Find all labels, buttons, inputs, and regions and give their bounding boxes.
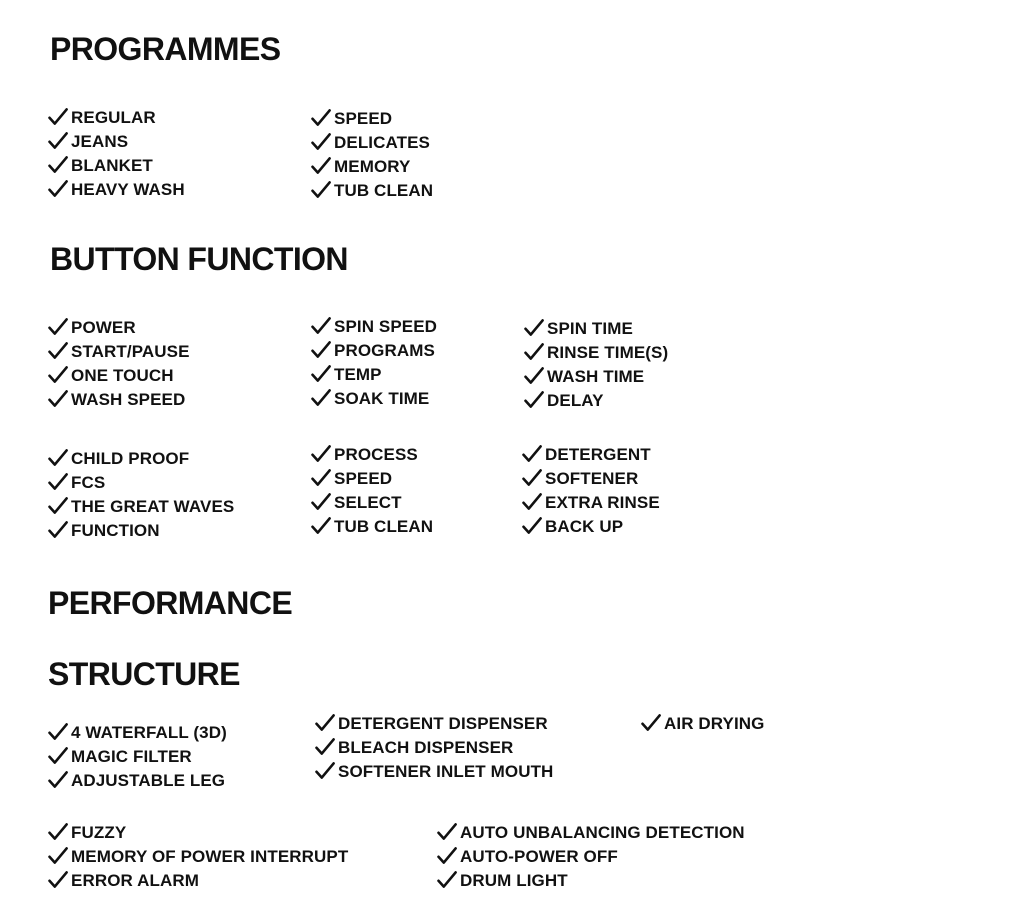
check-icon xyxy=(315,761,335,781)
list-item xyxy=(524,388,668,412)
list-item-label: SPIN TIME xyxy=(547,318,633,338)
list-item xyxy=(311,466,433,490)
check-icon xyxy=(48,389,68,409)
structure-row2-col1 xyxy=(48,820,348,892)
structure-row1-col1 xyxy=(48,720,227,792)
heading-performance: PERFORMANCE xyxy=(48,585,293,621)
structure-row1-col2 xyxy=(315,711,553,783)
check-icon xyxy=(437,822,457,842)
check-icon xyxy=(48,155,68,175)
list-item xyxy=(311,338,437,362)
list-item-label: SOFTENER INLET MOUTH xyxy=(338,761,554,781)
list-item xyxy=(315,711,553,735)
check-icon xyxy=(315,737,335,757)
list-item xyxy=(48,339,190,363)
list-item-label: MEMORY xyxy=(334,156,411,176)
list-item-label: FUZZY xyxy=(71,822,127,842)
list-item-label: DRUM LIGHT xyxy=(460,870,568,890)
check-icon xyxy=(48,179,68,199)
button-function-row1-col3 xyxy=(524,316,668,412)
list-item-label: START/PAUSE xyxy=(71,341,190,361)
check-icon xyxy=(48,496,68,516)
heading-structure: STRUCTURE xyxy=(48,656,240,692)
structure-row2-col2 xyxy=(437,820,745,892)
button-function-row1-col1 xyxy=(48,315,190,411)
list-item-label: CHILD PROOF xyxy=(71,448,190,468)
list-item xyxy=(311,386,437,410)
check-icon xyxy=(48,846,68,866)
list-item xyxy=(524,364,668,388)
list-item-label: DETERGENT DISPENSER xyxy=(338,713,548,733)
check-icon xyxy=(48,448,68,468)
button-function-row2-col2 xyxy=(311,442,433,538)
list-item xyxy=(311,442,433,466)
check-icon xyxy=(48,770,68,790)
list-item-label: MEMORY OF POWER INTERRUPT xyxy=(71,846,349,866)
list-item-label: JEANS xyxy=(71,131,129,151)
check-icon xyxy=(311,132,331,152)
check-icon xyxy=(522,468,542,488)
list-item xyxy=(524,316,668,340)
list-item xyxy=(311,514,433,538)
list-item-label: POWER xyxy=(71,317,136,337)
list-item-label: ERROR ALARM xyxy=(71,870,199,890)
list-item-label: SOFTENER xyxy=(545,468,639,488)
check-icon xyxy=(48,131,68,151)
list-item-label: MAGIC FILTER xyxy=(71,746,192,766)
check-icon xyxy=(311,364,331,384)
programmes-list-col2 xyxy=(311,106,433,202)
check-icon xyxy=(311,340,331,360)
list-item xyxy=(48,153,185,177)
check-icon xyxy=(641,713,661,733)
check-icon xyxy=(311,444,331,464)
list-item-label: REGULAR xyxy=(71,107,156,127)
list-item xyxy=(48,768,227,792)
heading-programmes: PROGRAMMES xyxy=(50,31,281,67)
list-item xyxy=(315,759,553,783)
list-item xyxy=(311,154,433,178)
check-icon xyxy=(522,444,542,464)
check-icon xyxy=(311,492,331,512)
list-item xyxy=(48,494,234,518)
list-item xyxy=(641,711,765,735)
list-item-label: ADJUSTABLE LEG xyxy=(71,770,226,790)
list-item xyxy=(522,466,660,490)
list-item-label: ONE TOUCH xyxy=(71,365,174,385)
list-item xyxy=(522,514,660,538)
check-icon xyxy=(522,492,542,512)
list-item-label: TUB CLEAN xyxy=(334,516,434,536)
list-item-label: AIR DRYING xyxy=(664,713,765,733)
heading-button-function: BUTTON FUNCTION xyxy=(50,241,348,277)
list-item xyxy=(48,720,227,744)
check-icon xyxy=(48,107,68,127)
list-item xyxy=(48,363,190,387)
list-item-label: RINSE TIME(S) xyxy=(547,342,669,362)
list-item xyxy=(311,490,433,514)
check-icon xyxy=(524,318,544,338)
check-icon xyxy=(48,822,68,842)
check-icon xyxy=(48,520,68,540)
check-icon xyxy=(311,516,331,536)
list-item-label: 4 WATERFALL (3D) xyxy=(71,722,227,742)
list-item-label: BLANKET xyxy=(71,155,153,175)
list-item xyxy=(311,362,437,386)
structure-row1-col3 xyxy=(641,711,765,735)
list-item-label: BACK UP xyxy=(545,516,624,536)
list-item xyxy=(311,106,433,130)
list-item xyxy=(48,315,190,339)
check-icon xyxy=(48,870,68,890)
button-function-row2-col1 xyxy=(48,446,234,542)
list-item xyxy=(48,387,190,411)
list-item xyxy=(315,735,553,759)
check-icon xyxy=(315,713,335,733)
check-icon xyxy=(311,180,331,200)
list-item xyxy=(48,446,234,470)
list-item-label: WASH TIME xyxy=(547,366,645,386)
list-item-label: SPEED xyxy=(334,108,393,128)
check-icon xyxy=(437,846,457,866)
list-item-label: SOAK TIME xyxy=(334,388,430,408)
list-item xyxy=(48,820,348,844)
list-item xyxy=(48,129,185,153)
list-item-label: AUTO UNBALANCING DETECTION xyxy=(460,822,745,842)
list-item-label: DETERGENT xyxy=(545,444,651,464)
list-item-label: EXTRA RINSE xyxy=(545,492,660,512)
list-item xyxy=(48,744,227,768)
check-icon xyxy=(524,342,544,362)
check-icon xyxy=(311,316,331,336)
list-item-label: FUNCTION xyxy=(71,520,160,540)
list-item-label: BLEACH DISPENSER xyxy=(338,737,514,757)
list-item-label: SPEED xyxy=(334,468,393,488)
list-item xyxy=(48,470,234,494)
check-icon xyxy=(437,870,457,890)
list-item xyxy=(311,314,437,338)
check-icon xyxy=(311,108,331,128)
list-item-label: AUTO-POWER OFF xyxy=(460,846,618,866)
list-item-label: WASH SPEED xyxy=(71,389,186,409)
check-icon xyxy=(311,156,331,176)
list-item xyxy=(437,868,745,892)
list-item-label: DELICATES xyxy=(334,132,430,152)
button-function-row2-col3 xyxy=(522,442,660,538)
check-icon xyxy=(48,317,68,337)
list-item xyxy=(48,868,348,892)
list-item xyxy=(311,130,433,154)
list-item-label: PROGRAMS xyxy=(334,340,435,360)
check-icon xyxy=(48,472,68,492)
list-item xyxy=(437,844,745,868)
list-item-label: SELECT xyxy=(334,492,402,512)
check-icon xyxy=(48,365,68,385)
list-item xyxy=(524,340,668,364)
list-item-label: FCS xyxy=(71,472,106,492)
list-item xyxy=(311,178,433,202)
check-icon xyxy=(48,722,68,742)
check-icon xyxy=(524,390,544,410)
check-icon xyxy=(48,746,68,766)
check-icon xyxy=(311,388,331,408)
list-item-label: THE GREAT WAVES xyxy=(71,496,235,516)
list-item-label: DELAY xyxy=(547,390,604,410)
list-item-label: TUB CLEAN xyxy=(334,180,434,200)
list-item-label: SPIN SPEED xyxy=(334,316,438,336)
list-item xyxy=(437,820,745,844)
check-icon xyxy=(524,366,544,386)
list-item xyxy=(522,442,660,466)
check-icon xyxy=(311,468,331,488)
list-item xyxy=(48,844,348,868)
list-item xyxy=(48,518,234,542)
list-item-label: HEAVY WASH xyxy=(71,179,185,199)
list-item xyxy=(48,177,185,201)
check-icon xyxy=(48,341,68,361)
list-item xyxy=(522,490,660,514)
list-item-label: TEMP xyxy=(334,364,382,384)
programmes-list-col1 xyxy=(48,105,185,201)
list-item-label: PROCESS xyxy=(334,444,418,464)
button-function-row1-col2 xyxy=(311,314,437,410)
list-item xyxy=(48,105,185,129)
check-icon xyxy=(522,516,542,536)
